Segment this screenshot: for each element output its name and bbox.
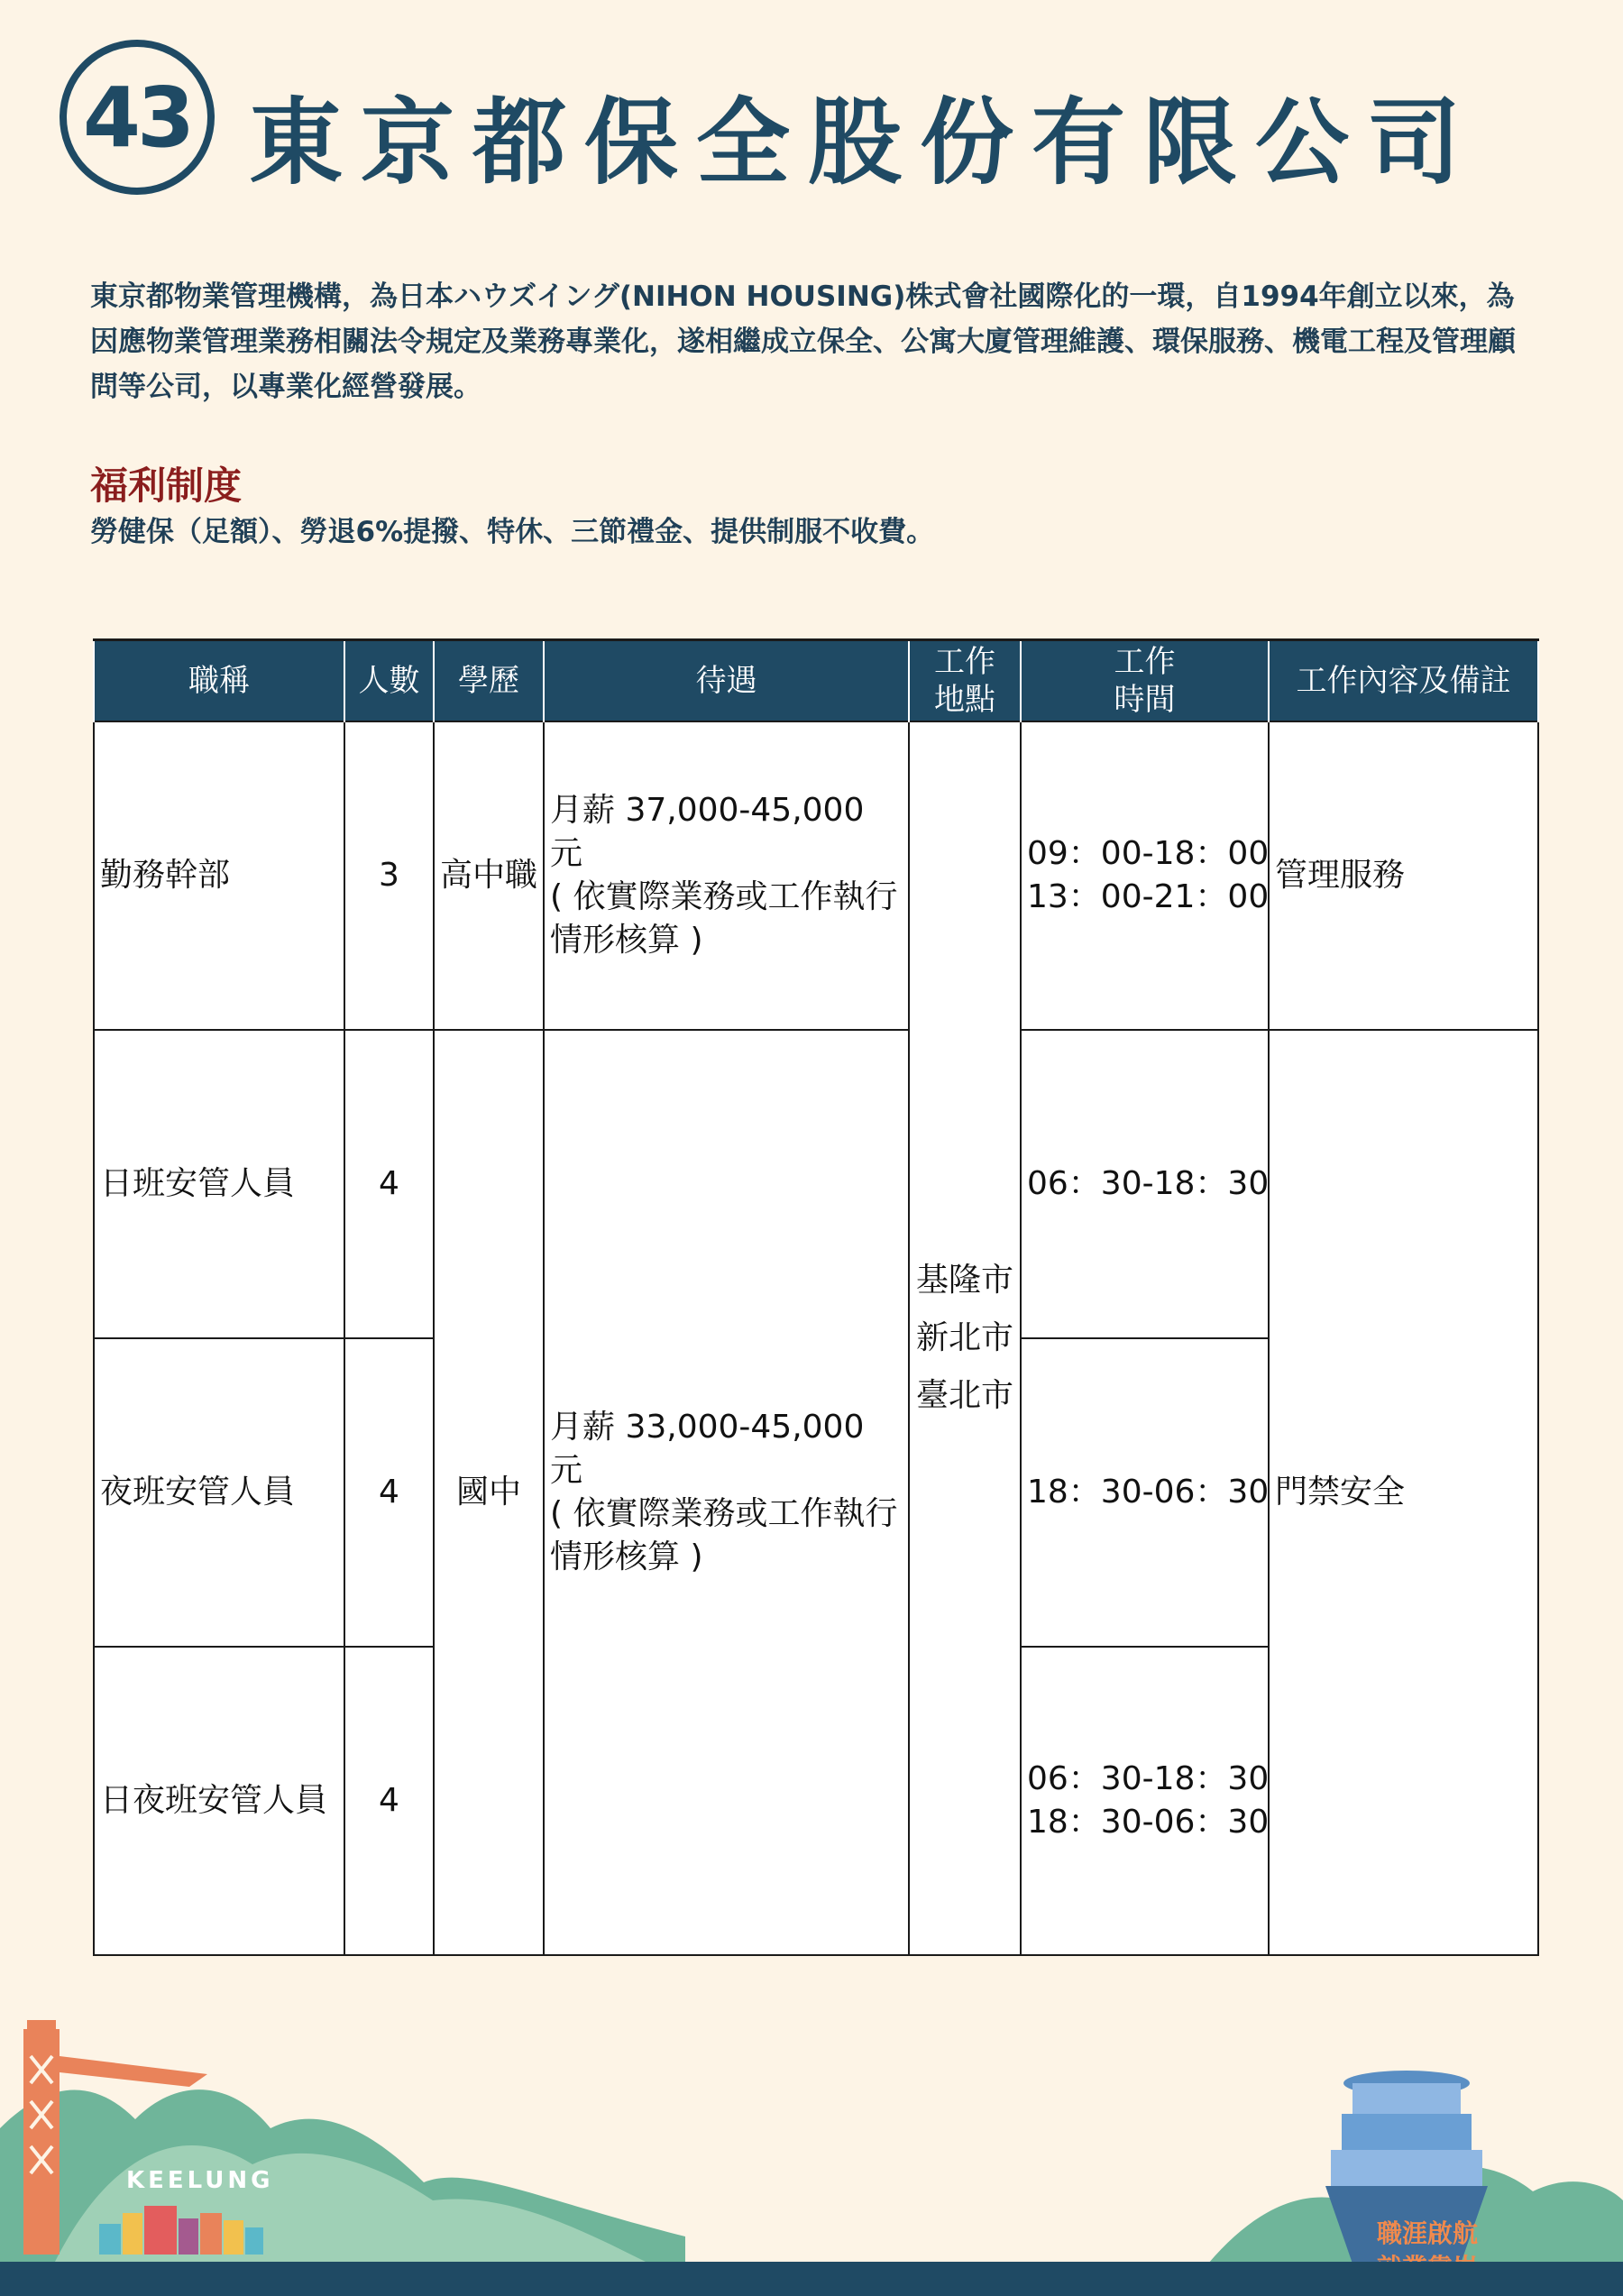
header-education: 學歷 — [434, 640, 544, 722]
header-title: 職稱 — [94, 640, 344, 722]
cell-title: 日夜班安管人員 — [94, 1647, 344, 1955]
table-row — [94, 1030, 1538, 1338]
company-name: 東京都保全股份有限公司 — [249, 87, 1480, 197]
welfare-title: 福利制度 — [90, 464, 243, 508]
company-number: 43 — [82, 69, 192, 166]
company-intro: 東京都物業管理機構，為日本ハウズイング(NIHON HOUSING)株式會社國際化的一環，自1994年創立以來，為因應物業管理業務相關法令規定及業務專業化，遂相繼成立保全、公寓大廈管理維護、環保服務、機電工程及管理顧問等公司，以專業化經營發展。 — [90, 280, 1516, 403]
page-header — [60, 36, 1592, 207]
cell-count: 4 — [344, 1030, 434, 1338]
cell-count: 4 — [344, 1647, 434, 1955]
cell-education: 高中職 — [434, 721, 544, 1030]
cell-count: 4 — [344, 1338, 434, 1647]
cell-location: 基隆市 新北市 臺北市 — [909, 721, 1021, 1955]
header-location: 工作 地點 — [909, 640, 1021, 722]
header-notes: 工作內容及備註 — [1269, 640, 1538, 722]
cell-count: 3 — [344, 721, 434, 1030]
table-header-row — [94, 640, 1538, 722]
header-count: 人數 — [344, 640, 434, 722]
cell-hours: 06：30-18：30 — [1021, 1030, 1269, 1338]
company-number-badge — [60, 40, 215, 195]
header-pay: 待遇 — [544, 640, 909, 722]
cell-title: 日班安管人員 — [94, 1030, 344, 1338]
cell-education-merged: 國中 — [434, 1030, 544, 1955]
footer-city: KEELUNG — [126, 2167, 274, 2194]
cell-hours: 06：30-18：30 18：30-06：30 — [1021, 1647, 1269, 1955]
cell-pay: 月薪 37,000-45,000 元 ( 依實際業務或工作執行 情形核算 ) — [544, 721, 909, 1030]
cell-hours: 18：30-06：30 — [1021, 1338, 1269, 1647]
footer-logo-line1: 職涯啟航 — [1376, 2218, 1479, 2248]
footer-illustration — [0, 2020, 1623, 2264]
job-table — [93, 638, 1539, 1956]
footer-bar — [0, 2262, 1623, 2296]
welfare-text: 勞健保（足額）、勞退6%提撥、特休、三節禮金、提供制服不收費。 — [90, 516, 935, 548]
cell-hours: 09：00-18：00 13：00-21：00 — [1021, 721, 1269, 1030]
cell-title: 勤務幹部 — [94, 721, 344, 1030]
table-row — [94, 721, 1538, 1030]
header-hours: 工作 時間 — [1021, 640, 1269, 722]
cell-title: 夜班安管人員 — [94, 1338, 344, 1647]
cell-notes: 管理服務 — [1269, 721, 1538, 1030]
cell-notes-merged: 門禁安全 — [1269, 1030, 1538, 1955]
cell-pay-merged: 月薪 33,000-45,000 元 ( 依實際業務或工作執行 情形核算 ) — [544, 1030, 909, 1955]
